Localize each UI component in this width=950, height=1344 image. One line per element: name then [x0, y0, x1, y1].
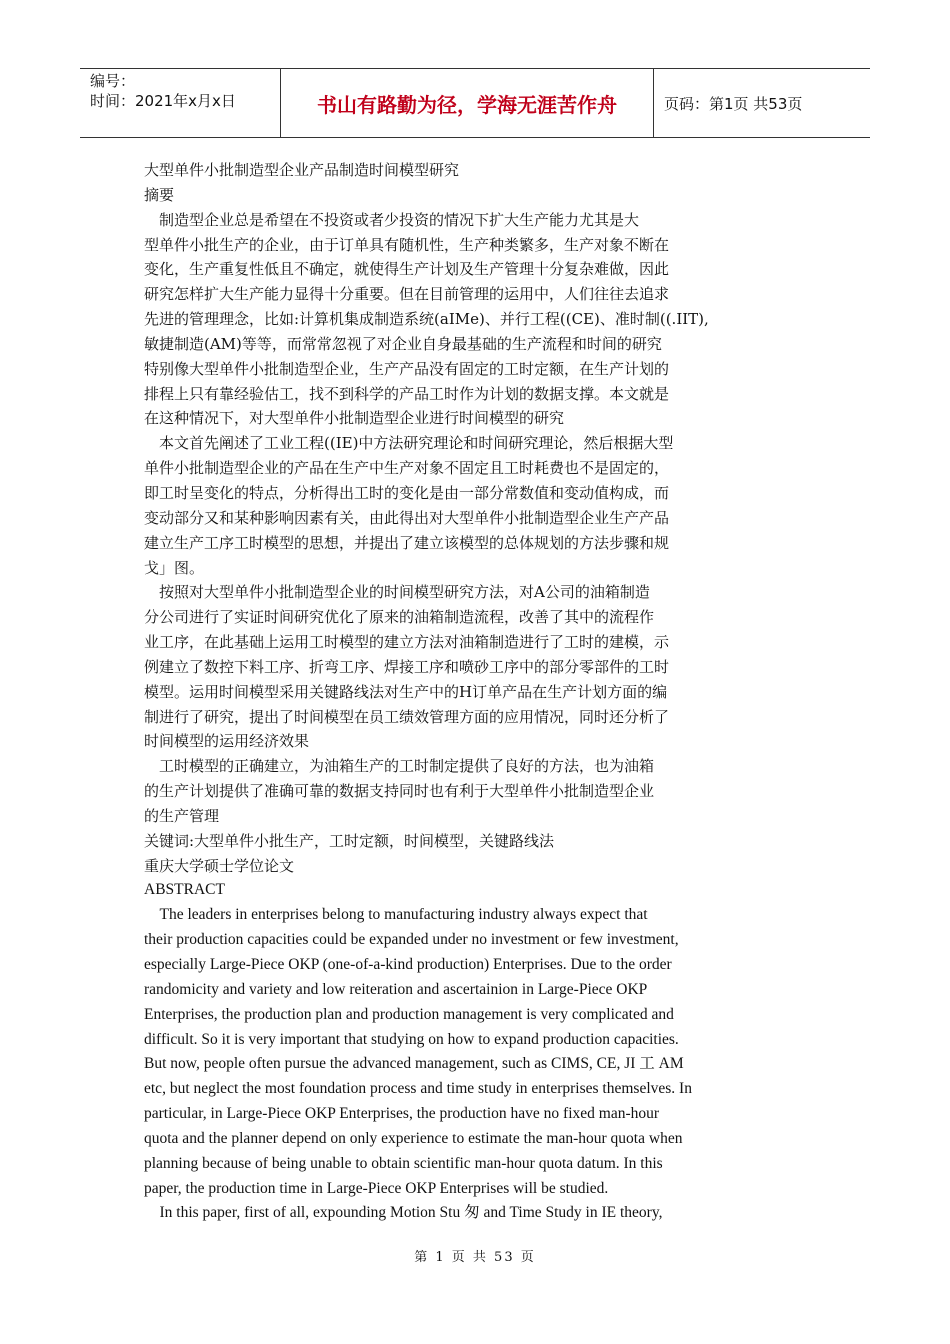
text-line: paper, the production time in Large-Piece OKP Enterprises will be studied. [144, 1179, 609, 1197]
header-motto [281, 69, 654, 137]
text-line: But now, people often pursue the advanced management, such as CIMS, CE, JI 工 AM [144, 1055, 684, 1073]
text-line: Enterprises, the production plan and production management is very complicated and [144, 1005, 674, 1023]
abstract-heading-en: ABSTRACT [144, 881, 225, 899]
text-line: 时间模型的运用经济效果 [144, 732, 310, 751]
text-line: In this paper, first of all, expounding Motion Stu 匆 and Time Study in IE theory, [144, 1204, 663, 1222]
thesis-label: 重庆大学硕士学位论文 [144, 856, 295, 875]
text-line: etc, but neglect the most foundation process and time study in enterprises themselves. In [144, 1080, 692, 1098]
text-line: 制造型企业总是希望在不投资或者少投资的情况下扩大生产能力尤其是大 [144, 210, 640, 229]
motto-text: 书山有路勤为径，学海无涯苦作舟 [317, 92, 617, 117]
page-header [80, 68, 870, 138]
text-line: 特别像大型单件小批制造型企业，生产产品没有固定的工时定额，在生产计划的 [144, 359, 670, 378]
text-line: 模型。运用时间模型采用关键路线法对生产中的H订单产品在生产计划方面的编 [144, 682, 668, 701]
text-line: 型单件小批生产的企业，由于订单具有随机性，生产种类繁多，生产对象不断在 [144, 235, 670, 254]
header-meta [80, 69, 281, 137]
text-line: 的生产管理 [144, 806, 220, 825]
page-footer [0, 1246, 950, 1265]
text-line: 在这种情况下，对大型单件小批制造型企业进行时间模型的研究 [144, 409, 565, 428]
document-body [144, 158, 754, 1226]
serial-label: 编号： [90, 72, 136, 90]
keywords-line: 关键词:大型单件小批生产，工时定额，时间模型，关键路线法 [144, 831, 555, 850]
footer-page-number: 第 1 页 共 53 页 [414, 1250, 536, 1265]
text-line: 分公司进行了实证时间研究优化了原来的油箱制造流程，改善了其中的流程作 [144, 608, 655, 627]
text-line: 排程上只有靠经验估工，找不到科学的产品工时作为计划的数据支撑。本文就是 [144, 384, 670, 403]
text-line: particular, in Large-Piece OKP Enterprises, the production have no fixed man-hour [144, 1105, 660, 1123]
text-line: The leaders in enterprises belong to manufacturing industry always expect that [144, 906, 648, 924]
text-line: 例建立了数控下料工序、折弯工序、焊接工序和喷砂工序中的部分零部件的工时 [144, 657, 670, 676]
page-info-text: 页码：第1页 共53页 [664, 94, 803, 113]
doc-title: 大型单件小批制造型企业产品制造时间模型研究 [144, 161, 460, 179]
text-line: planning because of being unable to obtain scientific man-hour quota datum. In this [144, 1154, 663, 1172]
text-line: 的生产计划提供了准确可靠的数据支持同时也有利于大型单件小批制造型企业 [144, 782, 655, 801]
text-line: 建立生产工序工时模型的思想，并提出了建立该模型的总体规划的方法步骤和规 [144, 533, 670, 552]
text-line: quota and the planner depend on only experience to estimate the man-hour quota when [144, 1129, 683, 1147]
text-line: 变动部分又和某种影响因素有关，由此得出对大型单件小批制造型企业生产产品 [144, 508, 670, 527]
header-page-info [654, 69, 870, 137]
text-line: difficult. So it is very important that studying on how to expand production capacities. [144, 1030, 679, 1048]
text-line: 按照对大型单件小批制造型企业的时间模型研究方法，对A公司的油箱制造 [144, 583, 650, 602]
text-line: 即工时呈变化的特点，分析得出工时的变化是由一部分常数值和变动值构成，而 [144, 483, 670, 502]
text-line: 制进行了研究，提出了时间模型在员工绩效管理方面的应用情况，同时还分析了 [144, 707, 670, 726]
text-line: 本文首先阐述了工业工程((IE)中方法研究理论和时间研究理论，然后根据大型 [144, 434, 674, 453]
text-line: 敏捷制造(AM)等等，而常常忽视了对企业自身最基础的生产流程和时间的研究 [144, 334, 662, 353]
text-line: 变化，生产重复性低且不确定，就使得生产计划及生产管理十分复杂难做，因此 [144, 260, 670, 279]
text-line: 业工序，在此基础上运用工时模型的建立方法对油箱制造进行了工时的建模，示 [144, 633, 670, 652]
abstract-heading-cn: 摘要 [144, 185, 175, 204]
text-line: especially Large-Piece OKP (one-of-a-kind production) Enterprises. Due to the order [144, 956, 672, 973]
time-label: 时间：2021年x月x日 [90, 92, 236, 110]
text-line: 研究怎样扩大生产能力显得十分重要。但在目前管理的运用中，人们往往去追求 [144, 285, 670, 304]
text-line: randomicity and variety and low reiteration and ascertainion in Large-Piece OKP [144, 980, 648, 998]
text-line: 先进的管理理念，比如:计算机集成制造系统(aIMe)、并行工程((CE)、准时制((.IIT), [144, 310, 709, 329]
text-line: 戈」图。 [144, 558, 205, 577]
text-line: 工时模型的正确建立，为油箱生产的工时制定提供了良好的方法，也为油箱 [144, 757, 655, 776]
text-line: 单件小批制造型企业的产品在生产中生产对象不固定且工时耗费也不是固定的， [144, 459, 670, 478]
text-line: their production capacities could be expanded under no investment or few investment, [144, 931, 679, 949]
